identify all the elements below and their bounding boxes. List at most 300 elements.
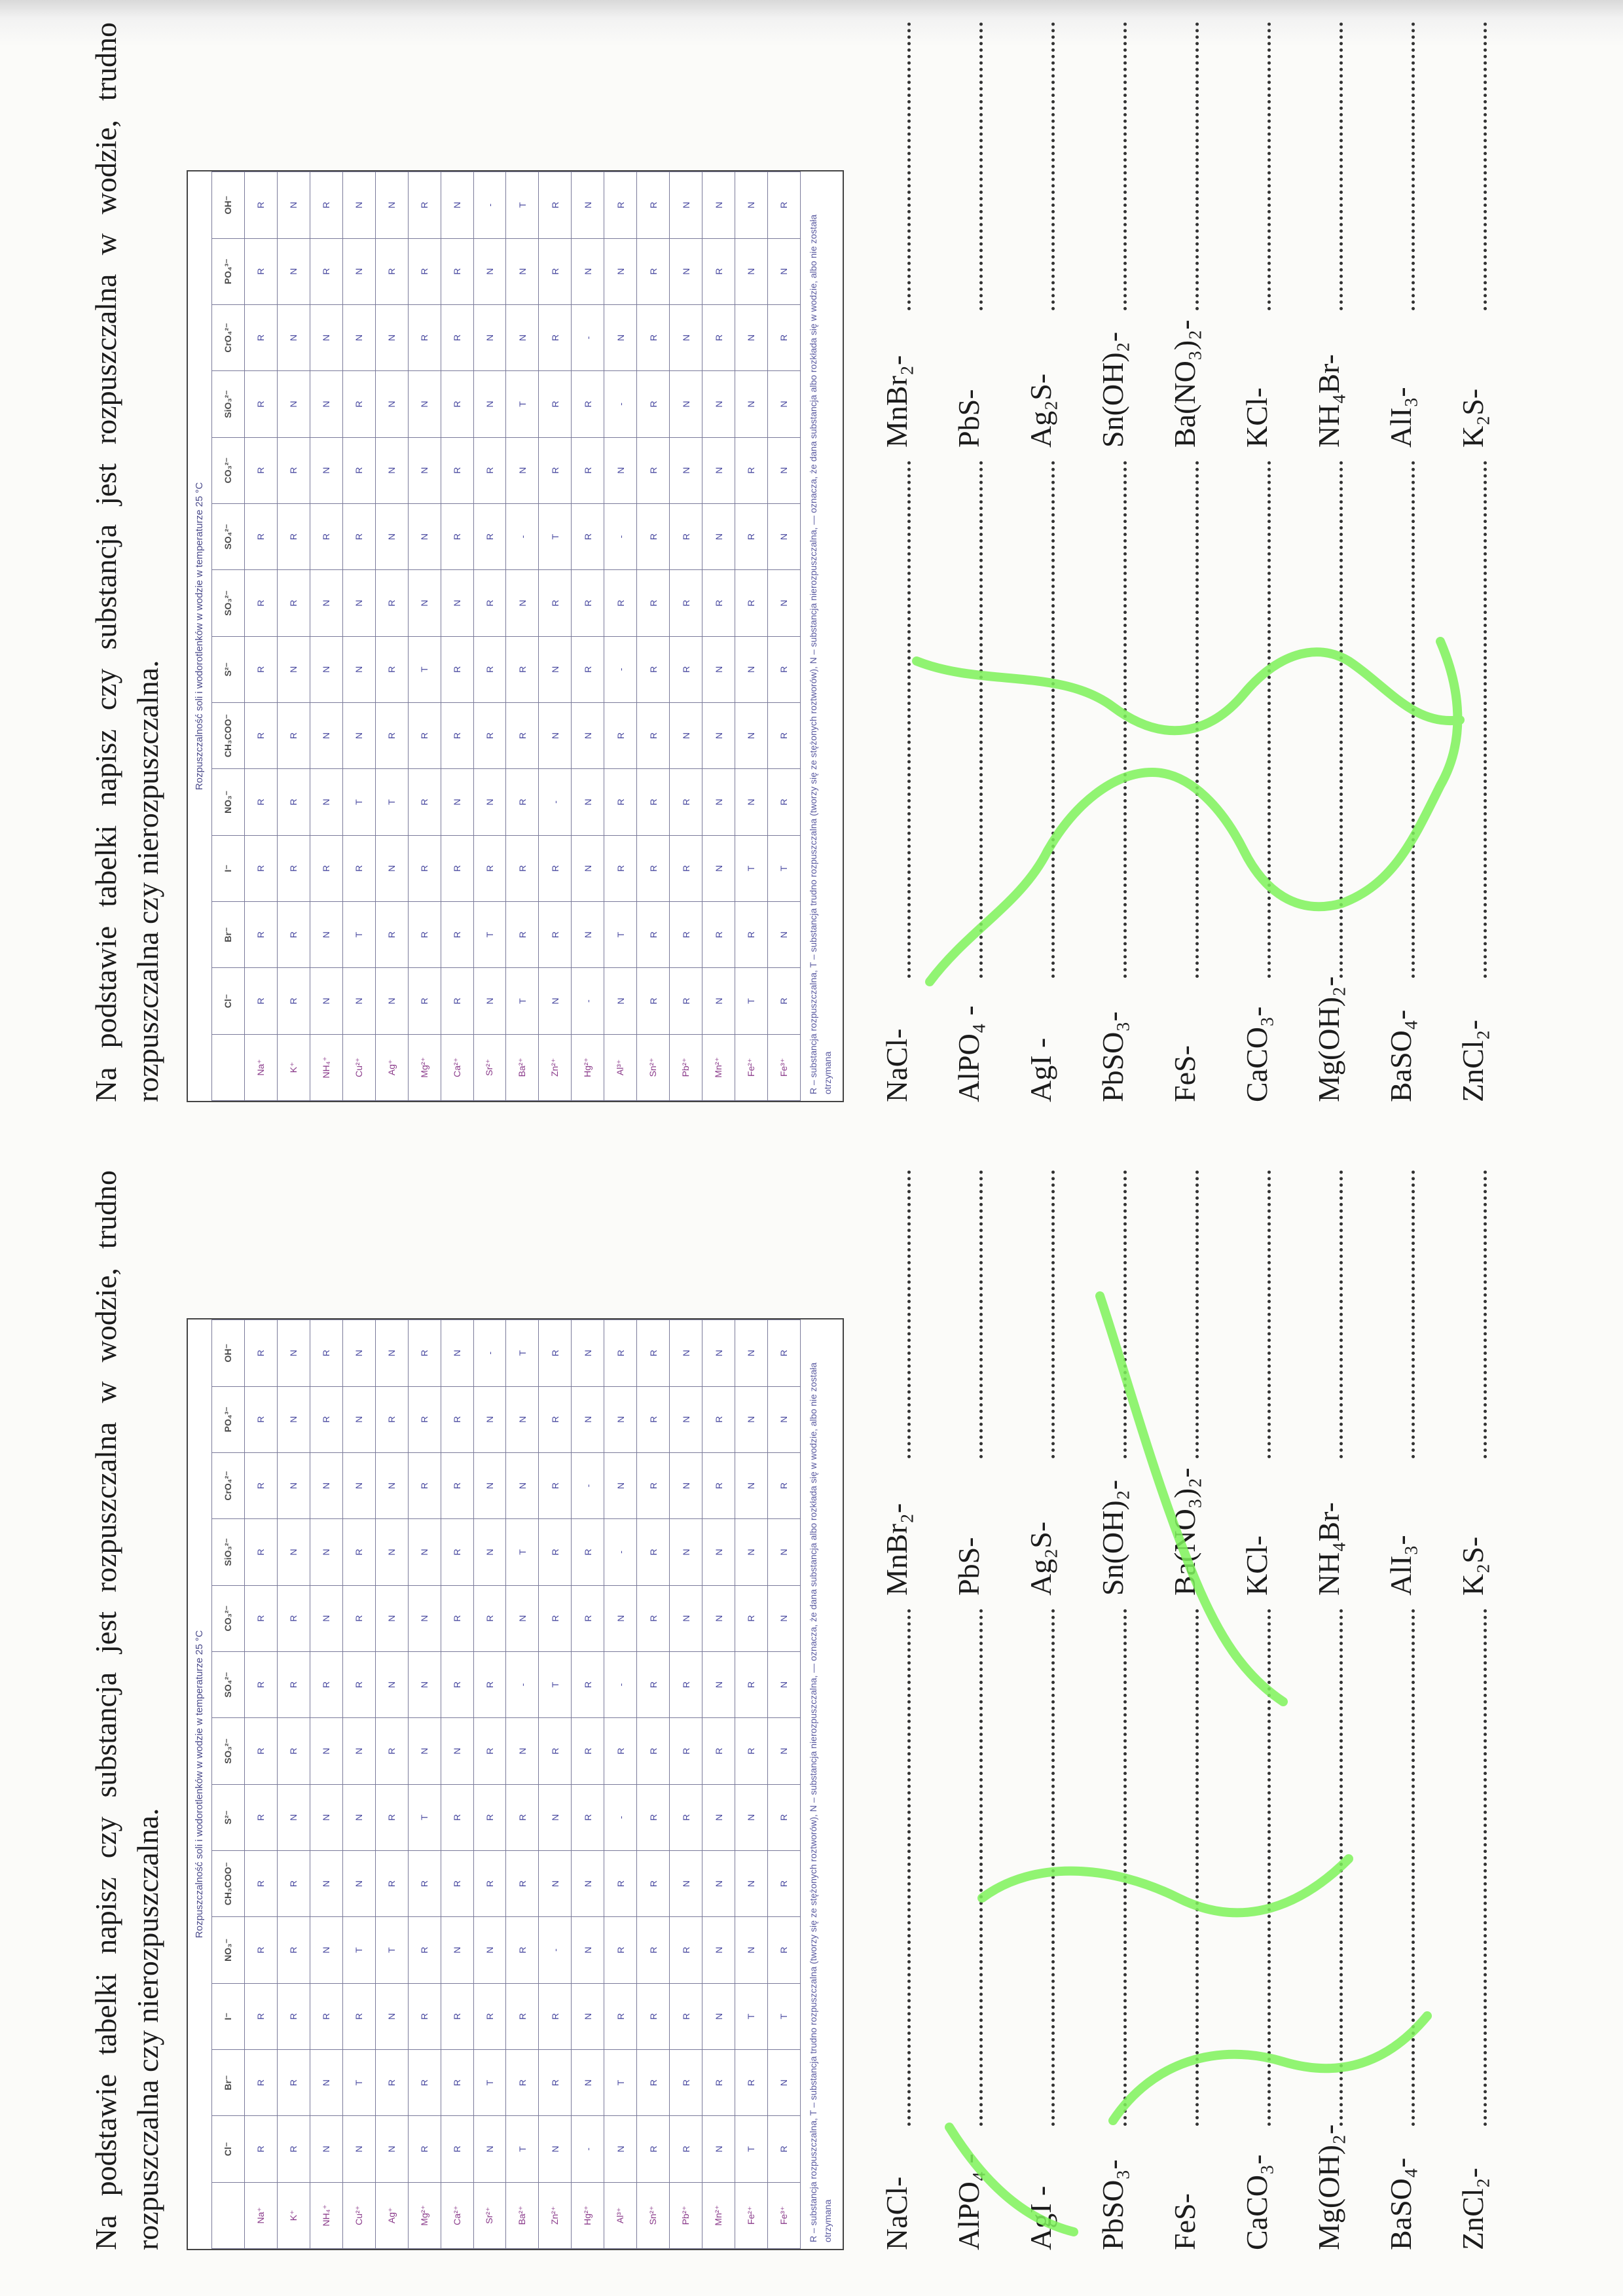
solubility-cell: R <box>539 901 572 967</box>
solubility-cell: R <box>244 2116 277 2182</box>
answer-row <box>1306 22 1352 1102</box>
solubility-cell: N <box>506 1718 539 1784</box>
solubility-cell: N <box>670 1850 702 1916</box>
solubility-cell: N <box>670 1452 702 1518</box>
solubility-cell: T <box>408 1784 441 1850</box>
cation-header: Sr²⁺ <box>473 1034 506 1100</box>
anion-header: S²⁻ <box>212 1784 245 1850</box>
solubility-cell: R <box>244 1718 277 1784</box>
solubility-cell: R <box>441 702 473 768</box>
solubility-cell: R <box>735 1585 768 1651</box>
solubility-cell: N <box>767 238 800 304</box>
solubility-cell: R <box>637 901 670 967</box>
solubility-cell: R <box>473 1784 506 1850</box>
solubility-cell: R <box>604 702 637 768</box>
solubility-cell: N <box>572 1917 604 1983</box>
solubility-cell: R <box>408 304 441 370</box>
answer-blank-right[interactable] <box>1195 22 1199 310</box>
solubility-cell: R <box>604 1850 637 1916</box>
solubility-cell: N <box>702 702 735 768</box>
solubility-cell: R <box>277 2116 310 2182</box>
solubility-cell: N <box>702 503 735 569</box>
solubility-cell: R <box>702 304 735 370</box>
compound-left: AlPO₄ - <box>952 1005 985 1102</box>
solubility-cell: N <box>572 835 604 901</box>
solubility-cell: N <box>441 1718 473 1784</box>
cation-header: Fe³⁺ <box>767 2182 800 2248</box>
solubility-cell: R <box>277 437 310 503</box>
solubility-cell: N <box>702 1983 735 2049</box>
solubility-cell: N <box>767 1519 800 1585</box>
solubility-cell: R <box>735 1651 768 1717</box>
solubility-cell: R <box>539 1519 572 1585</box>
solubility-cell: N <box>310 1784 342 1850</box>
table-title: Rozpuszczalność soli i wodorotlenków w wodzie w temperaturze 25 °C <box>194 1630 205 1939</box>
answer-blank-right[interactable] <box>1412 1170 1415 1458</box>
solubility-cell: R <box>375 1718 408 1784</box>
answer-blank-right[interactable] <box>1267 1170 1271 1458</box>
solubility-cell: R <box>539 304 572 370</box>
solubility-cell: N <box>408 1519 441 1585</box>
answer-blank-left[interactable] <box>907 1609 911 2126</box>
anion-header: Br⁻ <box>212 2049 245 2115</box>
solubility-cell: R <box>375 1784 408 1850</box>
compound-left: Mg(OH)₂- <box>1312 976 1345 1102</box>
solubility-cell: N <box>702 835 735 901</box>
answer-blank-right[interactable] <box>979 22 983 310</box>
answer-blank-left[interactable] <box>1051 1609 1055 2126</box>
solubility-cell: N <box>572 1850 604 1916</box>
solubility-cell: - <box>506 503 539 569</box>
anion-header <box>212 2182 245 2248</box>
anion-header: Br⁻ <box>212 901 245 967</box>
solubility-cell: N <box>342 702 375 768</box>
solubility-cell: R <box>473 570 506 636</box>
answer-row <box>1018 1170 1064 2250</box>
instruction-text: Na podstawie tabelki napisz czy substancja jest rozpuszczalna w wodzie, trudno rozpuszczalna czy nierozpuszczalna. <box>89 1170 164 2250</box>
answer-blank-left[interactable] <box>979 1609 983 2126</box>
solubility-cell: N <box>310 1850 342 1916</box>
answer-row <box>1450 22 1496 1102</box>
solubility-cell: R <box>473 702 506 768</box>
solubility-cell: T <box>767 835 800 901</box>
solubility-cell: R <box>702 238 735 304</box>
solubility-cell: N <box>473 1519 506 1585</box>
solubility-cell: N <box>375 1983 408 2049</box>
solubility-cell: R <box>702 1386 735 1452</box>
solubility-cell: R <box>408 901 441 967</box>
answer-blank-left[interactable] <box>1484 461 1487 978</box>
solubility-cell: R <box>572 437 604 503</box>
solubility-cell: N <box>767 570 800 636</box>
solubility-cell: N <box>277 172 310 239</box>
solubility-cell: N <box>604 304 637 370</box>
solubility-cell: N <box>572 901 604 967</box>
cation-header: Ca²⁺ <box>441 2182 473 2248</box>
solubility-cell: R <box>473 835 506 901</box>
solubility-cell: R <box>244 1320 277 1387</box>
solubility-cell: N <box>702 769 735 835</box>
solubility-cell: N <box>702 172 735 239</box>
solubility-cell: T <box>375 769 408 835</box>
solubility-cell: R <box>441 1850 473 1916</box>
solubility-cell: R <box>375 702 408 768</box>
solubility-cell: N <box>342 2116 375 2182</box>
solubility-cell: R <box>310 172 342 239</box>
answer-row <box>946 22 992 1102</box>
solubility-cell: N <box>441 172 473 239</box>
cation-header: Al³⁺ <box>604 2182 637 2248</box>
solubility-cell: R <box>441 1452 473 1518</box>
solubility-cell: R <box>342 835 375 901</box>
solubility-cell: R <box>539 1320 572 1387</box>
solubility-cell: N <box>441 570 473 636</box>
solubility-cell: N <box>604 1585 637 1651</box>
solubility-cell: R <box>637 1651 670 1717</box>
solubility-cell: N <box>506 304 539 370</box>
solubility-cell: N <box>441 1917 473 1983</box>
compound-left: CaCO₃- <box>1240 2154 1273 2250</box>
answer-row <box>1378 22 1424 1102</box>
solubility-cell: N <box>767 1585 800 1651</box>
solubility-cell: N <box>408 437 441 503</box>
solubility-cell: N <box>735 172 768 239</box>
solubility-cell: R <box>473 437 506 503</box>
answer-row <box>1090 22 1136 1102</box>
solubility-cell: R <box>441 503 473 569</box>
solubility-cell: N <box>572 769 604 835</box>
compound-right: K₂S- <box>1456 388 1489 448</box>
answer-blank-left[interactable] <box>1195 1609 1199 2126</box>
solubility-cell: R <box>244 901 277 967</box>
instruction-text: Na podstawie tabelki napisz czy substancja jest rozpuszczalna w wodzie, trudno rozpuszczalna czy nierozpuszczalna. <box>89 22 164 1102</box>
solubility-cell: N <box>310 968 342 1034</box>
solubility-cell: R <box>473 1983 506 2049</box>
solubility-cell: N <box>767 1651 800 1717</box>
solubility-cell: N <box>702 2116 735 2182</box>
compound-right: PbS- <box>952 1537 985 1596</box>
answer-row <box>1234 1170 1280 2250</box>
solubility-cell: R <box>277 968 310 1034</box>
solubility-cell: N <box>408 1651 441 1717</box>
solubility-cell: R <box>375 636 408 702</box>
solubility-cell: R <box>637 2116 670 2182</box>
answer-blank-left[interactable] <box>1340 1609 1343 2126</box>
solubility-cell: - <box>604 1784 637 1850</box>
solubility-cell: N <box>342 304 375 370</box>
solubility-cell: R <box>637 769 670 835</box>
solubility-cell: R <box>637 1983 670 2049</box>
solubility-cell: N <box>735 1850 768 1916</box>
solubility-cell: N <box>277 636 310 702</box>
solubility-cell: N <box>277 304 310 370</box>
solubility-cell: R <box>637 1452 670 1518</box>
solubility-cell: R <box>441 304 473 370</box>
solubility-cell: N <box>735 1784 768 1850</box>
answer-row <box>1162 1170 1208 2250</box>
solubility-cell: R <box>473 1718 506 1784</box>
cation-header: Hg²⁺ <box>572 1034 604 1100</box>
answer-blank-left[interactable] <box>1267 1609 1271 2126</box>
solubility-cell: R <box>277 1983 310 2049</box>
compound-left: BaSO₄- <box>1384 1009 1417 1102</box>
answer-blank-right[interactable] <box>1123 22 1127 310</box>
solubility-cell: R <box>441 371 473 437</box>
solubility-cell: N <box>473 769 506 835</box>
solubility-cell: - <box>604 1651 637 1717</box>
answer-blank-right[interactable] <box>1267 22 1271 310</box>
answer-blank-right[interactable] <box>907 1170 911 1458</box>
solubility-cell: R <box>604 1320 637 1387</box>
solubility-cell: N <box>702 437 735 503</box>
solubility-cell: R <box>767 1320 800 1387</box>
answer-blank-left[interactable] <box>979 461 983 978</box>
solubility-cell: R <box>670 968 702 1034</box>
solubility-cell: N <box>375 1519 408 1585</box>
solubility-cell: R <box>539 2049 572 2115</box>
solubility-cell: R <box>604 570 637 636</box>
solubility-cell: R <box>244 570 277 636</box>
compound-right: AlI₃- <box>1384 1535 1417 1596</box>
compound-right: K₂S- <box>1456 1536 1489 1596</box>
solubility-cell: R <box>244 1983 277 2049</box>
solubility-cell: N <box>670 1585 702 1651</box>
solubility-cell: R <box>244 371 277 437</box>
solubility-cell: R <box>441 2049 473 2115</box>
solubility-cell: T <box>473 901 506 967</box>
answer-row <box>1090 1170 1136 2250</box>
compound-left: AgI - <box>1024 2185 1057 2250</box>
solubility-cell: R <box>244 437 277 503</box>
anion-header: SO₄²⁻ <box>212 503 245 569</box>
solubility-cell: T <box>342 1917 375 1983</box>
solubility-cell: R <box>670 1718 702 1784</box>
solubility-cell: N <box>277 1519 310 1585</box>
solubility-cell: N <box>342 1718 375 1784</box>
solubility-cell: R <box>244 1784 277 1850</box>
compound-left: ZnCl₂- <box>1456 2168 1489 2250</box>
answer-blank-left[interactable] <box>1412 461 1415 978</box>
solubility-cell: R <box>310 238 342 304</box>
solubility-cell: N <box>735 702 768 768</box>
cation-header: Ca²⁺ <box>441 1034 473 1100</box>
solubility-cell: N <box>572 1320 604 1387</box>
solubility-cell: R <box>441 835 473 901</box>
solubility-cell: N <box>342 172 375 239</box>
solubility-cell: N <box>310 901 342 967</box>
solubility-cell: R <box>244 1917 277 1983</box>
compound-left: AgI - <box>1024 1037 1057 1102</box>
solubility-cell: R <box>244 636 277 702</box>
answer-blank-left[interactable] <box>1051 461 1055 978</box>
cation-header: Sn²⁺ <box>637 2182 670 2248</box>
solubility-cell: R <box>408 1917 441 1983</box>
compound-left: Mg(OH)₂- <box>1312 2124 1345 2250</box>
solubility-cell: R <box>637 1519 670 1585</box>
solubility-cell: T <box>735 2116 768 2182</box>
solubility-cell: R <box>277 1850 310 1916</box>
anion-header: OH⁻ <box>212 1320 245 1387</box>
solubility-cell: N <box>342 1452 375 1518</box>
solubility-cell: R <box>637 702 670 768</box>
solubility-cell: R <box>408 702 441 768</box>
solubility-cell: R <box>572 503 604 569</box>
cation-header: Fe²⁺ <box>735 1034 768 1100</box>
table-legend: R – substancja rozpuszczalna, T – substancja trudno rozpuszczalna (tworzy się ze stężonych roztworów), N – substancja nierozpuszczalna, — oznacza, że dana substancja albo rozkłada się w wodzie, albo nie została otrzymana <box>808 1362 833 2242</box>
compound-right: NH₄Br- <box>1312 354 1345 448</box>
solubility-cell: R <box>767 968 800 1034</box>
solubility-cell: N <box>572 238 604 304</box>
solubility-cell: R <box>244 769 277 835</box>
compound-left: PbSO₃- <box>1096 1011 1129 1102</box>
compound-left: FeS- <box>1168 2193 1201 2250</box>
compound-right: PbS- <box>952 389 985 448</box>
solubility-cell: N <box>408 570 441 636</box>
solubility-cell: R <box>244 304 277 370</box>
solubility-cell: R <box>244 1585 277 1651</box>
solubility-cell: R <box>637 968 670 1034</box>
answer-blank-right[interactable] <box>1484 22 1487 310</box>
solubility-cell: R <box>539 570 572 636</box>
answer-blank-left[interactable] <box>1123 1609 1127 2126</box>
answer-row <box>1450 1170 1496 2250</box>
solubility-cell: R <box>670 1651 702 1717</box>
solubility-cell: R <box>767 1784 800 1850</box>
solubility-cell: N <box>342 1386 375 1452</box>
solubility-cell: N <box>670 1386 702 1452</box>
solubility-table <box>187 1318 844 2250</box>
solubility-cell: R <box>670 503 702 569</box>
solubility-cell: R <box>277 702 310 768</box>
solubility-cell: N <box>735 238 768 304</box>
answer-blank-right[interactable] <box>907 22 911 310</box>
solubility-cell: R <box>408 1320 441 1387</box>
solubility-cell: T <box>473 2049 506 2115</box>
solubility-cell: R <box>408 2116 441 2182</box>
answer-blank-right[interactable] <box>1412 22 1415 310</box>
solubility-cell: R <box>375 1386 408 1452</box>
worksheet-bottom <box>0 1157 1623 2296</box>
solubility-cell: R <box>473 1651 506 1717</box>
answer-blank-right[interactable] <box>1484 1170 1487 1458</box>
answer-blank-left[interactable] <box>1412 1609 1415 2126</box>
solubility-cell: N <box>735 1917 768 1983</box>
cation-header: Pb²⁺ <box>670 2182 702 2248</box>
answer-blank-left[interactable] <box>1195 461 1199 978</box>
answer-blank-left[interactable] <box>1340 461 1343 978</box>
solubility-cell: R <box>342 1519 375 1585</box>
solubility-cell: R <box>441 1519 473 1585</box>
answer-blank-right[interactable] <box>979 1170 983 1458</box>
solubility-cell: N <box>310 2049 342 2115</box>
solubility-cell: R <box>702 2049 735 2115</box>
cation-header: Na⁺ <box>244 2182 277 2248</box>
compound-right: Sn(OH)₂- <box>1096 331 1129 448</box>
anion-header: CH₃COO⁻ <box>212 1850 245 1916</box>
solubility-cell: R <box>767 304 800 370</box>
answer-row <box>1018 22 1064 1102</box>
solubility-cell: N <box>767 2049 800 2115</box>
cation-header: Pb²⁺ <box>670 1034 702 1100</box>
solubility-cell: N <box>310 1519 342 1585</box>
solubility-cell: R <box>539 1452 572 1518</box>
solubility-cell: N <box>375 503 408 569</box>
solubility-cell: R <box>572 1651 604 1717</box>
solubility-cell: N <box>735 1320 768 1387</box>
solubility-cell: N <box>277 371 310 437</box>
solubility-cell: N <box>506 570 539 636</box>
solubility-cell: R <box>506 702 539 768</box>
solubility-table <box>187 170 844 1102</box>
compound-right: Ba(NO₃)₂- <box>1168 319 1201 448</box>
solubility-cell: N <box>342 1784 375 1850</box>
solubility-cell: N <box>670 238 702 304</box>
solubility-cell: N <box>670 437 702 503</box>
solubility-cell: N <box>506 1585 539 1651</box>
solubility-cell: - <box>604 636 637 702</box>
anion-header: CO₃²⁻ <box>212 437 245 503</box>
solubility-cell: N <box>473 968 506 1034</box>
solubility-cell: R <box>767 1850 800 1916</box>
solubility-cell: R <box>604 1917 637 1983</box>
answer-blank-left[interactable] <box>1123 461 1127 978</box>
solubility-cell: R <box>670 769 702 835</box>
answer-blank-right[interactable] <box>1340 22 1343 310</box>
compound-right: MnBr₂- <box>880 1503 913 1596</box>
answer-row <box>1378 1170 1424 2250</box>
anion-header: CrO₄²⁻ <box>212 304 245 370</box>
solubility-cell: N <box>375 835 408 901</box>
solubility-cell: R <box>375 901 408 967</box>
solubility-cell: N <box>735 304 768 370</box>
solubility-cell: N <box>375 1320 408 1387</box>
solubility-cell: R <box>277 1585 310 1651</box>
solubility-cell: N <box>572 2049 604 2115</box>
compound-right: MnBr₂- <box>880 355 913 448</box>
solubility-cell: R <box>767 172 800 239</box>
solubility-cell: R <box>277 1651 310 1717</box>
answer-blank-right[interactable] <box>1123 1170 1127 1458</box>
solubility-cell: N <box>539 702 572 768</box>
solubility-cell: - <box>572 1452 604 1518</box>
solubility-cell: R <box>244 238 277 304</box>
solubility-cell: R <box>244 835 277 901</box>
answer-blank-right[interactable] <box>1340 1170 1343 1458</box>
solubility-cell: R <box>244 1452 277 1518</box>
answer-blank-right[interactable] <box>1051 1170 1055 1458</box>
solubility-cell: T <box>767 1983 800 2049</box>
cation-header: Hg²⁺ <box>572 2182 604 2248</box>
solubility-cell: - <box>572 2116 604 2182</box>
solubility-cell: N <box>506 1452 539 1518</box>
solubility-cell: R <box>375 570 408 636</box>
table-legend: R – substancja rozpuszczalna, T – substancja trudno rozpuszczalna (tworzy się ze stężonych roztworów), N – substancja nierozpuszczalna, — oznacza, że dana substancja albo rozkłada się w wodzie, albo nie została otrzymana <box>808 214 833 1094</box>
answer-blank-right[interactable] <box>1051 22 1055 310</box>
solubility-cell: R <box>244 2049 277 2115</box>
solubility-cell: N <box>277 1320 310 1387</box>
solubility-cell: N <box>767 901 800 967</box>
solubility-cell: R <box>767 769 800 835</box>
answer-blank-left[interactable] <box>907 461 911 978</box>
solubility-cell: R <box>637 371 670 437</box>
anion-header: I⁻ <box>212 835 245 901</box>
answer-blank-right[interactable] <box>1195 1170 1199 1458</box>
answer-blank-left[interactable] <box>1484 1609 1487 2126</box>
solubility-cell: - <box>604 371 637 437</box>
answer-blank-left[interactable] <box>1267 461 1271 978</box>
anion-header: I⁻ <box>212 1983 245 2049</box>
solubility-cell: R <box>637 503 670 569</box>
